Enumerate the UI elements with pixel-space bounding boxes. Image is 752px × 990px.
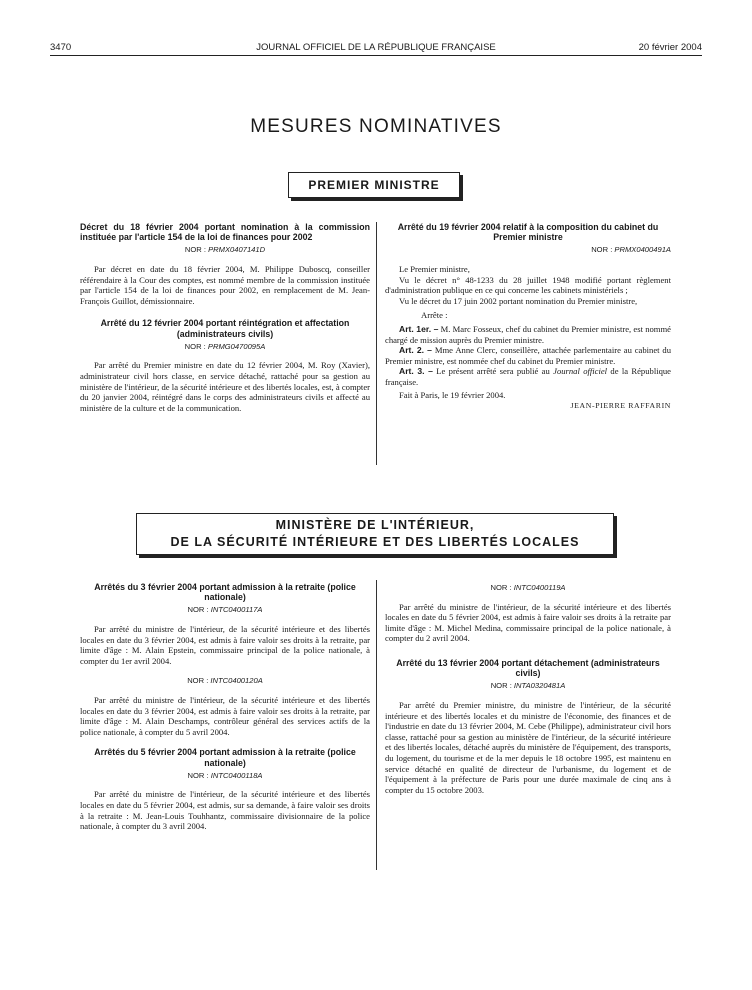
page-number: 3470 — [50, 42, 72, 53]
nor-reference: NOR : INTC0400118A — [187, 770, 263, 780]
column-divider — [376, 222, 377, 465]
section-heading-premier-ministre: PREMIER MINISTRE — [288, 172, 460, 198]
arrete-title: Arrêté du 13 février 2004 portant détachement (administrateurs civils) — [396, 657, 660, 679]
column-divider — [376, 580, 377, 870]
arrete-title: Arrêtés du 3 février 2004 portant admission à la retraite (police nationale) — [94, 582, 356, 603]
nor-reference: NOR : INTC0400117A — [187, 605, 263, 615]
article-2: Art. 2. – Mme Anne Clerc, conseillère, attachée parlementaire au cabinet du Premier ministre, est nommée chef du cabinet du Premier ministre. — [385, 345, 671, 366]
preamble-text: Vu le décret n° 48-1233 du 28 juillet 1948 modifié portant règlement d'administration publique en ce qui concerne les cabinets ministériels ; — [385, 274, 671, 296]
arrete-title: Arrêtés du 5 février 2004 portant admission à la retraite (police nationale) — [94, 747, 356, 768]
preamble-text: Vu le décret du 17 juin 2002 portant nomination du Premier ministre, — [399, 295, 638, 306]
header-rule — [50, 55, 702, 56]
section1-right-column — [385, 222, 671, 412]
arrete-label: Arrête : — [421, 310, 448, 321]
article-3: Art. 3. – Le présent arrêté sera publié au Journal officiel de la République française. — [385, 366, 671, 387]
section1-left-column — [80, 222, 370, 413]
arrete-body: Par arrêté du ministre de l'intérieur, de la sécurité intérieure et des libertés locales en date du 3 février 2004, est admis à faire valoir ses droits à la retraite, par limite d'âge : M. Alain Epstein, commissaire principal de la police nationale, à compter du 1er avril 2004. — [80, 624, 370, 666]
arrete-title: Arrêté du 19 février 2004 relatif à la composition du cabinet du Premier ministre — [397, 222, 659, 243]
decree-title: Décret du 18 février 2004 portant nomination à la commission instituée par l'article 154 de la loi de finances pour 2002 — [80, 222, 370, 243]
journal-title: JOURNAL OFFICIEL DE LA RÉPUBLIQUE FRANÇAISE — [256, 42, 496, 53]
issue-date: 20 février 2004 — [638, 42, 702, 53]
arrete-body: Par arrêté du Premier ministre en date du 12 février 2004, M. Roy (Xavier), administrateur civil hors classe, en service détaché, rattaché pour sa gestion au ministère de l'intérieur, de la sécurité intérieure et des libertés locales, est, à compter du 20 janvier 2004, réintégré dans le corps des administrateurs civils et affecté au ministère de la culture et de la communication. — [80, 360, 370, 413]
arrete-title: Arrêté du 12 février 2004 portant réintégration et affectation (administrateurs civils) — [100, 318, 350, 339]
nor-reference: NOR : INTC0400120A — [187, 676, 263, 686]
arrete-body: Par arrêté du Premier ministre, du ministre de l'intérieur, de la sécurité intérieure et des libertés locales et du ministre de l'économie, des finances et de l'industrie en date du 13 février 2004, M. Cebe (Philippe), administrateur civil hors classe, rattaché pour sa gestion au ministère de l'intérieur, de la sécurité intérieure et des libertés locales, détaché auprès du ministère de l'équipement, des transports, du logement, du tourisme et de la mer depuis le 18 octobre 1995, est maintenu en service détaché en qualité de directeur de l'urbanisme, du logement et de l'équipement à la préfecture de Paris pour une durée maximale de cinq ans à compter du 15 octobre 2003. — [385, 699, 671, 795]
preamble-text: Le Premier ministre, — [399, 264, 470, 274]
arrete-body: Par arrêté du ministre de l'intérieur, de la sécurité intérieure et des libertés locales en date du 3 février 2004, est admis à faire valoir ses droits à la retraite, par limite d'âge : M. Alain Deschamps, contrôleur général des services actifs de la police nationale, à compter du 5 avril 2004. — [80, 694, 370, 737]
heading-line: MINISTÈRE DE L'INTÉRIEUR, — [275, 518, 475, 532]
fait-a-paris: Fait à Paris, le 19 février 2004. — [399, 389, 506, 400]
section2-left-column — [80, 582, 370, 832]
nor-reference: NOR : PRMX0407141D — [184, 245, 266, 255]
page-title: MESURES NOMINATIVES — [250, 116, 502, 137]
nor-reference: NOR : INTC0400119A — [490, 583, 566, 592]
heading-line: DE LA SÉCURITÉ INTÉRIEURE ET DES LIBERTÉS LOCALES — [170, 535, 580, 549]
signature: JEAN-PIERRE RAFFARIN — [570, 401, 671, 411]
section2-right-column — [385, 580, 671, 795]
arrete-body: Par arrêté du ministre de l'intérieur, de la sécurité intérieure et des libertés locales en date du 5 février 2004, est admis, sur sa demande, à faire valoir ses droits à la retraite : M. Jean-Louis Touhhantz, commissaire divisionnaire de la police nationale, à compter du 3 avril 2004. — [80, 789, 370, 832]
article-1: Art. 1er. – M. Marc Fosseux, chef du cabinet du Premier ministre, est nommé chargé de mission auprès du Premier ministre. — [385, 323, 671, 345]
decree-body: Par décret en date du 18 février 2004, M. Philippe Duboscq, conseiller référendaire à la Cour des comptes, est nommé membre de la commission instituée par l'article 154 de la loi de finances pour 2002, en remplacement de M. Jean-François Guillot, démissionnaire. — [80, 264, 370, 306]
nor-reference: NOR : PRMG0470095A — [184, 341, 266, 351]
section-heading-ministere-interieur — [136, 513, 614, 555]
nor-reference: NOR : INTA0320481A — [490, 681, 566, 691]
nor-reference: NOR : PRMX0400491A — [591, 245, 671, 255]
arrete-body: Par arrêté du ministre de l'intérieur, de la sécurité intérieure et des libertés locales en date du 5 février 2004, est admis à faire valoir ses droits à la retraite par limite d'âge : M. Michel Medina, commissaire principal de la police nationale, à compter du 2 avril 2004. — [385, 601, 671, 644]
